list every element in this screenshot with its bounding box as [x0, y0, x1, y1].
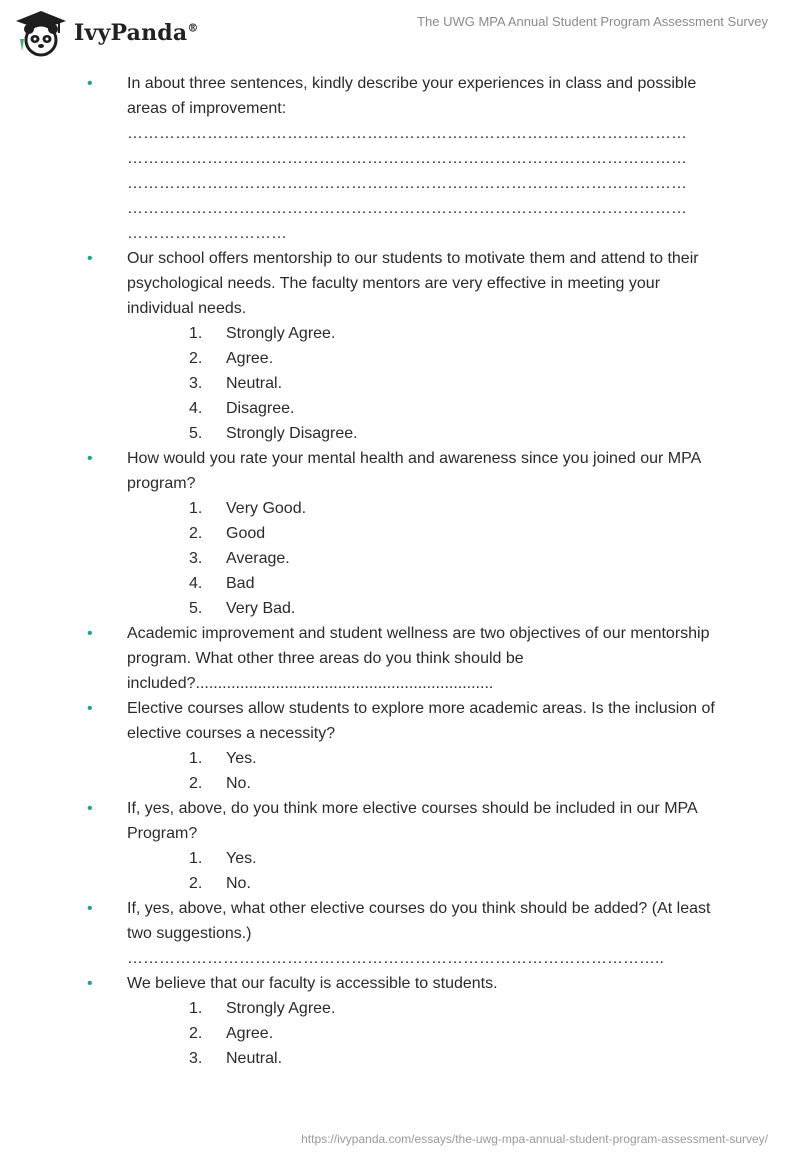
option-label: Strongly Agree.	[226, 1000, 336, 1017]
option-number: 1.	[189, 500, 203, 517]
option-label: Agree.	[226, 350, 274, 367]
option-label: Neutral.	[226, 375, 283, 392]
option-label: Strongly Disagree.	[226, 425, 358, 442]
answer-blank-line[interactable]: ……………………………………………………………………………………………	[127, 125, 687, 142]
answer-blank-line[interactable]: ………………………………………………………………………………………..	[127, 950, 664, 967]
bullet-icon: •	[87, 700, 93, 717]
answer-option[interactable]	[127, 1046, 727, 1071]
option-label: Yes.	[226, 850, 257, 867]
option-label: Disagree.	[226, 400, 295, 417]
option-number: 1.	[189, 750, 203, 767]
answer-option[interactable]	[127, 596, 727, 621]
bullet-icon: •	[87, 975, 93, 992]
survey-question	[87, 246, 727, 446]
option-number: 4.	[189, 400, 203, 417]
answer-option[interactable]	[127, 846, 727, 871]
option-number: 2.	[189, 1025, 203, 1042]
question-text: How would you rate your mental health and awareness since you joined our MPA program?	[127, 450, 701, 492]
option-label: Average.	[226, 550, 290, 567]
option-label: Very Good.	[226, 500, 307, 517]
answer-option[interactable]	[127, 546, 727, 571]
answer-option[interactable]	[127, 321, 727, 346]
option-number: 2.	[189, 350, 203, 367]
option-number: 2.	[189, 875, 203, 892]
answer-option[interactable]	[127, 771, 727, 796]
answer-blank-line[interactable]: ……………………………………………………………………………………………	[127, 200, 687, 217]
option-label: Good	[226, 525, 266, 542]
question-text: If, yes, above, what other elective courses do you think should be added? (At least two suggestions.)	[127, 900, 711, 942]
ivypanda-logo[interactable]	[14, 8, 199, 58]
survey-question	[87, 621, 727, 696]
answer-option[interactable]	[127, 571, 727, 596]
bullet-icon: •	[87, 800, 93, 817]
question-text: Elective courses allow students to explore more academic areas. Is the inclusion of elective courses a necessity?	[127, 700, 715, 742]
survey-question	[87, 696, 727, 796]
bullet-icon: •	[87, 625, 93, 642]
answer-option[interactable]	[127, 421, 727, 446]
survey-question-list	[87, 71, 727, 1071]
answer-blank-line[interactable]: ……………………………………………………………………………………………	[127, 175, 687, 192]
answer-option[interactable]	[127, 871, 727, 896]
survey-question	[87, 896, 727, 971]
answer-option[interactable]	[127, 1021, 727, 1046]
question-text: Academic improvement and student wellness are two objectives of our mentorship program. What other three areas do you think should be included?...................................................................	[127, 625, 710, 692]
bullet-icon: •	[87, 900, 93, 917]
question-text: We believe that our faculty is accessible to students.	[127, 975, 498, 992]
option-number: 1.	[189, 325, 203, 342]
option-number: 3.	[189, 375, 203, 392]
answer-option[interactable]	[127, 396, 727, 421]
brand-name: IvyPanda®	[74, 20, 199, 46]
question-text: In about three sentences, kindly describe your experiences in class and possible areas of improvement:	[127, 75, 697, 117]
option-number: 1.	[189, 850, 203, 867]
option-number: 1.	[189, 1000, 203, 1017]
answer-option[interactable]	[127, 371, 727, 396]
panda-graduate-icon	[14, 9, 68, 57]
option-number: 2.	[189, 525, 203, 542]
survey-question	[87, 796, 727, 896]
option-label: Neutral.	[226, 1050, 283, 1067]
option-label: Very Bad.	[226, 600, 296, 617]
bullet-icon: •	[87, 250, 93, 267]
question-text: Our school offers mentorship to our students to motivate them and attend to their psychological needs. The faculty mentors are very effective in meeting your individual needs.	[127, 250, 699, 317]
option-label: No.	[226, 875, 251, 892]
bullet-icon: •	[87, 450, 93, 467]
option-label: Yes.	[226, 750, 257, 767]
answer-blank-line[interactable]: …………………………	[127, 225, 287, 242]
option-number: 3.	[189, 550, 203, 567]
option-number: 3.	[189, 1050, 203, 1067]
answer-option[interactable]	[127, 496, 727, 521]
option-label: No.	[226, 775, 251, 792]
registered-mark: ®	[187, 21, 199, 35]
option-number: 5.	[189, 425, 203, 442]
answer-blank-line[interactable]: ……………………………………………………………………………………………	[127, 150, 687, 167]
option-number: 5.	[189, 600, 203, 617]
answer-option[interactable]	[127, 346, 727, 371]
option-number: 4.	[189, 575, 203, 592]
document-title: The UWG MPA Annual Student Program Assessment Survey	[417, 14, 768, 29]
question-text: If, yes, above, do you think more elective courses should be included in our MPA Program?	[127, 800, 697, 842]
survey-question	[87, 971, 727, 1071]
option-label: Strongly Agree.	[226, 325, 336, 342]
source-url[interactable]: https://ivypanda.com/essays/the-uwg-mpa-annual-student-program-assessment-survey/	[301, 1132, 768, 1146]
option-label: Bad	[226, 575, 255, 592]
survey-question	[87, 71, 727, 246]
answer-option[interactable]	[127, 996, 727, 1021]
option-label: Agree.	[226, 1025, 274, 1042]
answer-option[interactable]	[127, 521, 727, 546]
answer-option[interactable]	[127, 746, 727, 771]
option-number: 2.	[189, 775, 203, 792]
bullet-icon: •	[87, 75, 93, 92]
survey-question	[87, 446, 727, 621]
